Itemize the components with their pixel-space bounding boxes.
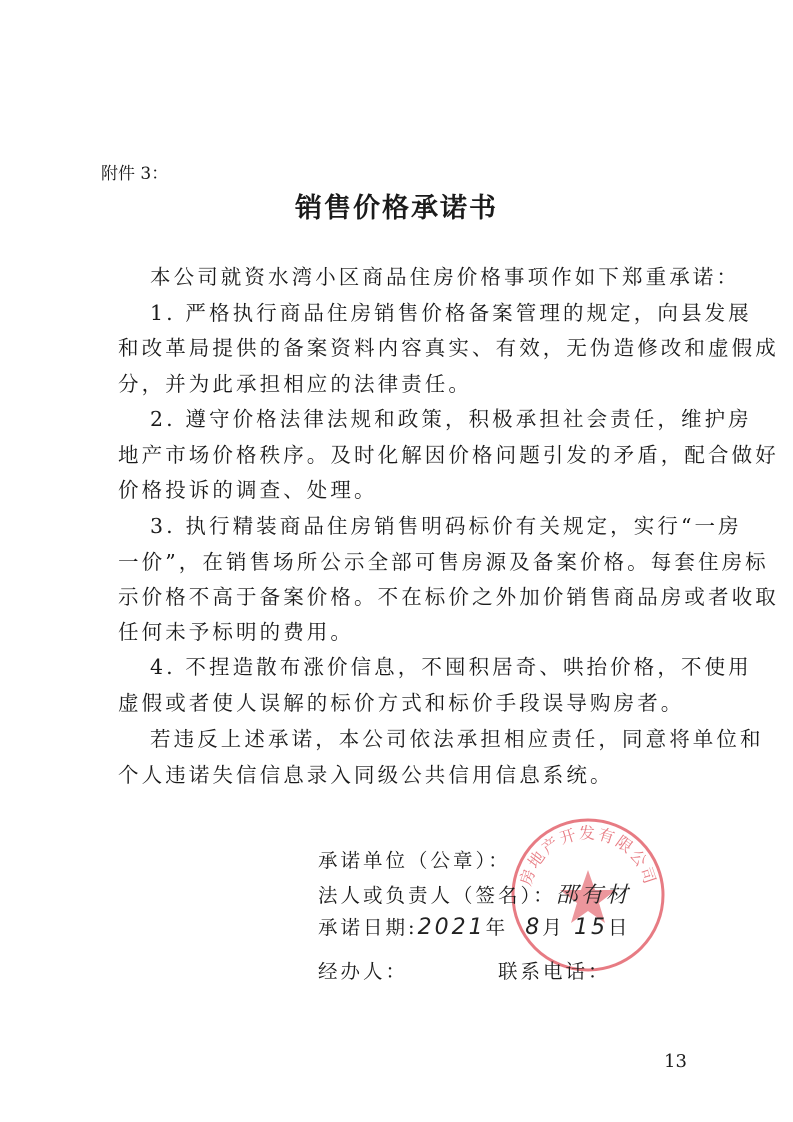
body-line: 个人违诺失信信息录入同级公共信用信息系统。 <box>118 763 614 787</box>
day-char: 日 <box>608 916 631 939</box>
body-line: 若违反上述承诺，本公司依法承担相应责任，同意将单位和 <box>150 727 764 751</box>
year-char: 年 <box>485 916 509 939</box>
handwritten-signature: 邵有材 <box>555 883 631 908</box>
page-number: 13 <box>664 1051 687 1072</box>
legal-rep-row <box>318 878 631 909</box>
legal-rep-label: 法人或负责人（签名）： <box>318 884 556 907</box>
handler-label: 经办人： <box>318 960 409 983</box>
body-line: 2. 遵守价格法律法规和政策，积极承担社会责任，维护房 <box>150 407 752 431</box>
body-line: 4. 不捏造散布涨价信息，不囤积居奇、哄抬价格，不使用 <box>150 655 752 679</box>
document-title: 销售价格承诺书 <box>295 193 498 224</box>
date-day: 15 <box>574 915 609 940</box>
phone-label: 联系电话： <box>498 960 611 983</box>
body-line: 任何未予标明的费用。 <box>118 620 354 644</box>
body-line: 和改革局提供的备案资料内容真实、有效，无伪造修改和虚假成 <box>118 336 779 360</box>
date-month: 8 <box>525 915 543 940</box>
body-line: 1. 严格执行商品住房销售价格备案管理的规定，向县发展 <box>150 301 752 325</box>
body-line: 本公司就资水湾小区商品住房价格事项作如下郑重承诺： <box>150 265 740 289</box>
body-line: 地产市场价格秩序。及时化解因价格问题引发的矛盾，配合做好 <box>118 443 779 467</box>
body-line: 3. 执行精装商品住房销售明码标价有关规定，实行“一房 <box>150 514 742 538</box>
body-line: 分，并为此承担相应的法律责任。 <box>118 372 472 396</box>
date-year: 2021 <box>417 915 486 940</box>
attachment-label: 附件 3： <box>101 164 169 184</box>
date-row <box>318 912 631 940</box>
body-line: 一价”，在销售场所公示全部可售房源及备案价格。每套住房标 <box>118 550 769 574</box>
svg-text:房地产开发有限公司: 房地产开发有限公司 <box>515 823 661 888</box>
body-line: 虚假或者使人误解的标价方式和标价手段误导购房者。 <box>118 691 685 715</box>
date-label: 承诺日期: <box>318 916 418 939</box>
body-line: 示价格不高于备案价格。不在标价之外加价销售商品房或者收取 <box>118 585 779 609</box>
body-line: 价格投诉的调查、处理。 <box>118 478 378 502</box>
month-char: 月 <box>542 916 565 939</box>
unit-label: 承诺单位（公章）： <box>318 849 511 872</box>
